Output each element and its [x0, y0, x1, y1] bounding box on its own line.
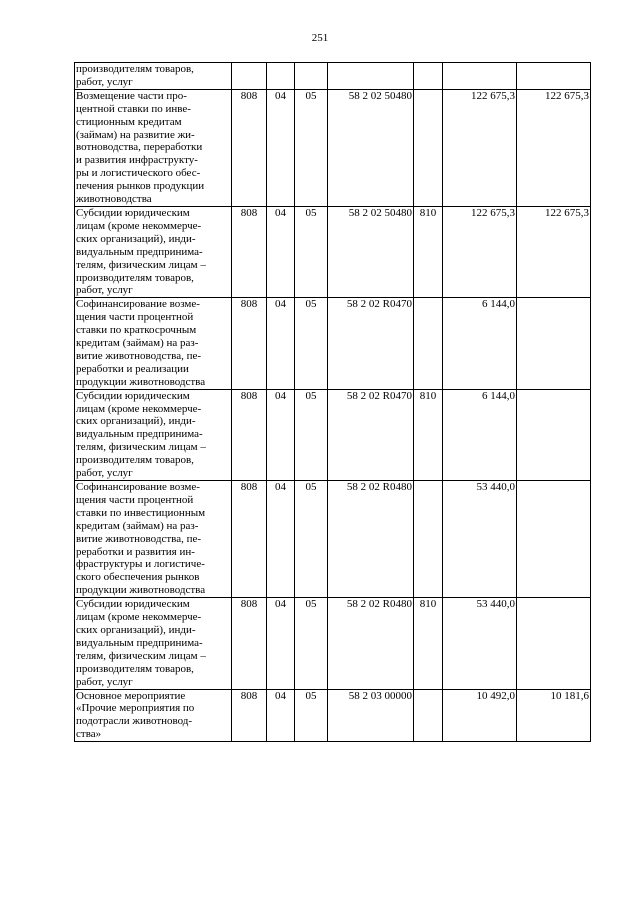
expense-type-cell [414, 689, 443, 742]
expense-type-cell [414, 89, 443, 206]
ministry-code-cell [232, 63, 267, 90]
amount-year2-cell [517, 389, 591, 480]
section-code-cell: 04 [267, 89, 295, 206]
item-name-line: ры и логистического обес- [76, 167, 201, 180]
item-name-line: ства» [76, 728, 102, 741]
item-name-line: производителям товаров, [76, 63, 194, 75]
item-name-line: кредитам (займам) на раз- [76, 337, 199, 350]
subsection-code-cell: 05 [295, 389, 328, 480]
amount-year2-cell: 122 675,3 [517, 206, 591, 297]
item-name-line: ских организаций), инди- [76, 232, 196, 245]
item-name-line: видуальным предпринима- [76, 245, 203, 258]
section-code-cell: 04 [267, 389, 295, 480]
item-name-line: продукции животноводства [76, 375, 206, 388]
amount-year1-cell: 10 492,0 [443, 689, 517, 742]
ministry-code-cell: 808 [232, 89, 267, 206]
expense-type-cell [414, 298, 443, 389]
subsection-code-cell: 05 [295, 298, 328, 389]
item-name-line: центной ставки по инве- [76, 102, 191, 115]
item-name-line: реработки и развития ин- [76, 545, 195, 558]
budget-table [74, 62, 591, 742]
expense-type-cell: 810 [414, 389, 443, 480]
item-name-line: (займам) на развитие жи- [76, 128, 195, 141]
subsection-code-cell: 05 [295, 89, 328, 206]
table-row [75, 89, 591, 206]
table-row [75, 689, 591, 742]
target-article-cell: 58 2 02 R0470 [328, 298, 414, 389]
item-name-line: и развития инфраструкту- [76, 154, 198, 167]
item-name-line: вотноводства, переработки [76, 141, 203, 154]
item-name-line: Субсидии юридическим [76, 206, 190, 219]
item-name-line: производителям товаров, [76, 454, 194, 467]
expense-type-cell [414, 63, 443, 90]
target-article-cell [328, 63, 414, 90]
item-name-line: телям, физическим лицам – [76, 649, 206, 662]
amount-year1-cell: 122 675,3 [443, 206, 517, 297]
amount-year1-cell: 6 144,0 [443, 389, 517, 480]
item-name-line: ставки по инвестиционным [76, 506, 206, 519]
subsection-code-cell: 05 [295, 481, 328, 598]
section-code-cell: 04 [267, 689, 295, 742]
amount-year1-cell [443, 63, 517, 90]
item-name-line: подотрасли животновод- [76, 715, 193, 728]
table-row [75, 63, 591, 90]
section-code-cell [267, 63, 295, 90]
item-name-cell [75, 389, 232, 480]
amount-year2-cell: 122 675,3 [517, 89, 591, 206]
item-name-line: производителям товаров, [76, 271, 194, 284]
target-article-cell: 58 2 02 R0480 [328, 481, 414, 598]
item-name-cell [75, 206, 232, 297]
item-name-line: лицам (кроме некоммерче- [76, 402, 202, 415]
amount-year1-cell: 53 440,0 [443, 598, 517, 689]
target-article-cell: 58 2 02 50480 [328, 89, 414, 206]
page-number: 251 [311, 32, 329, 44]
amount-year2-cell: 10 181,6 [517, 689, 591, 742]
table-row [75, 481, 591, 598]
item-name-line: видуальным предпринима- [76, 636, 203, 649]
section-code-cell: 04 [267, 206, 295, 297]
amount-year2-cell [517, 63, 591, 90]
item-name-line: Софинансирование возме- [76, 298, 200, 311]
subsection-code-cell: 05 [295, 689, 328, 742]
item-name-line: Субсидии юридическим [76, 598, 190, 611]
subsection-code-cell: 05 [295, 206, 328, 297]
table-row [75, 206, 591, 297]
item-name-line: животноводства [76, 193, 152, 206]
target-article-cell: 58 2 02 R0470 [328, 389, 414, 480]
section-code-cell: 04 [267, 298, 295, 389]
item-name-line: стиционным кредитам [76, 115, 182, 128]
item-name-cell [75, 63, 232, 90]
ministry-code-cell: 808 [232, 389, 267, 480]
item-name-line: ских организаций), инди- [76, 623, 196, 636]
item-name-line: «Прочие мероприятия по [76, 702, 195, 715]
item-name-line: витие животноводства, пе- [76, 349, 202, 362]
item-name-line: Основное мероприятие [76, 689, 186, 702]
subsection-code-cell [295, 63, 328, 90]
item-name-line: лицам (кроме некоммерче- [76, 611, 202, 624]
ministry-code-cell: 808 [232, 481, 267, 598]
item-name-cell [75, 89, 232, 206]
section-code-cell: 04 [267, 598, 295, 689]
item-name-line: щения части процентной [76, 493, 194, 506]
item-name-cell [75, 689, 232, 742]
subsection-code-cell: 05 [295, 598, 328, 689]
amount-year1-cell: 122 675,3 [443, 89, 517, 206]
item-name-line: работ, услуг [76, 284, 133, 297]
expense-type-cell: 810 [414, 206, 443, 297]
item-name-line: телям, физическим лицам – [76, 441, 206, 454]
item-name-line: видуальным предпринима- [76, 428, 203, 441]
section-code-cell: 04 [267, 481, 295, 598]
item-name-line: работ, услуг [76, 675, 133, 688]
ministry-code-cell: 808 [232, 206, 267, 297]
item-name-line: работ, услуг [76, 75, 133, 88]
item-name-line: ставки по краткосрочным [76, 324, 197, 337]
item-name-line: ского обеспечения рынков [76, 571, 200, 584]
table-body [75, 63, 591, 742]
item-name-line: работ, услуг [76, 467, 133, 480]
item-name-line: Субсидии юридическим [76, 389, 190, 402]
item-name-line: телям, физическим лицам – [76, 258, 206, 271]
amount-year1-cell: 6 144,0 [443, 298, 517, 389]
expense-type-cell [414, 481, 443, 598]
item-name-line: производителям товаров, [76, 662, 194, 675]
amount-year2-cell [517, 481, 591, 598]
amount-year2-cell [517, 298, 591, 389]
item-name-line: щения части процентной [76, 311, 194, 324]
item-name-line: ских организаций), инди- [76, 415, 196, 428]
amount-year1-cell: 53 440,0 [443, 481, 517, 598]
table-row [75, 389, 591, 480]
item-name-line: Возмещение части про- [76, 89, 187, 102]
table-row [75, 298, 591, 389]
item-name-line: продукции животноводства [76, 584, 206, 597]
item-name-line: лицам (кроме некоммерче- [76, 219, 202, 232]
table-row [75, 598, 591, 689]
item-name-cell [75, 481, 232, 598]
item-name-line: реработки и реализации [76, 362, 189, 375]
item-name-line: витие животноводства, пе- [76, 532, 202, 545]
item-name-line: Софинансирование возме- [76, 481, 200, 493]
ministry-code-cell: 808 [232, 298, 267, 389]
item-name-cell [75, 598, 232, 689]
amount-year2-cell [517, 598, 591, 689]
target-article-cell: 58 2 02 R0480 [328, 598, 414, 689]
item-name-line: фраструктуры и логистиче- [76, 558, 205, 571]
ministry-code-cell: 808 [232, 689, 267, 742]
target-article-cell: 58 2 02 50480 [328, 206, 414, 297]
item-name-cell [75, 298, 232, 389]
expense-type-cell: 810 [414, 598, 443, 689]
ministry-code-cell: 808 [232, 598, 267, 689]
item-name-line: печения рынков продукции [76, 180, 205, 193]
target-article-cell: 58 2 03 00000 [328, 689, 414, 742]
item-name-line: кредитам (займам) на раз- [76, 519, 199, 532]
